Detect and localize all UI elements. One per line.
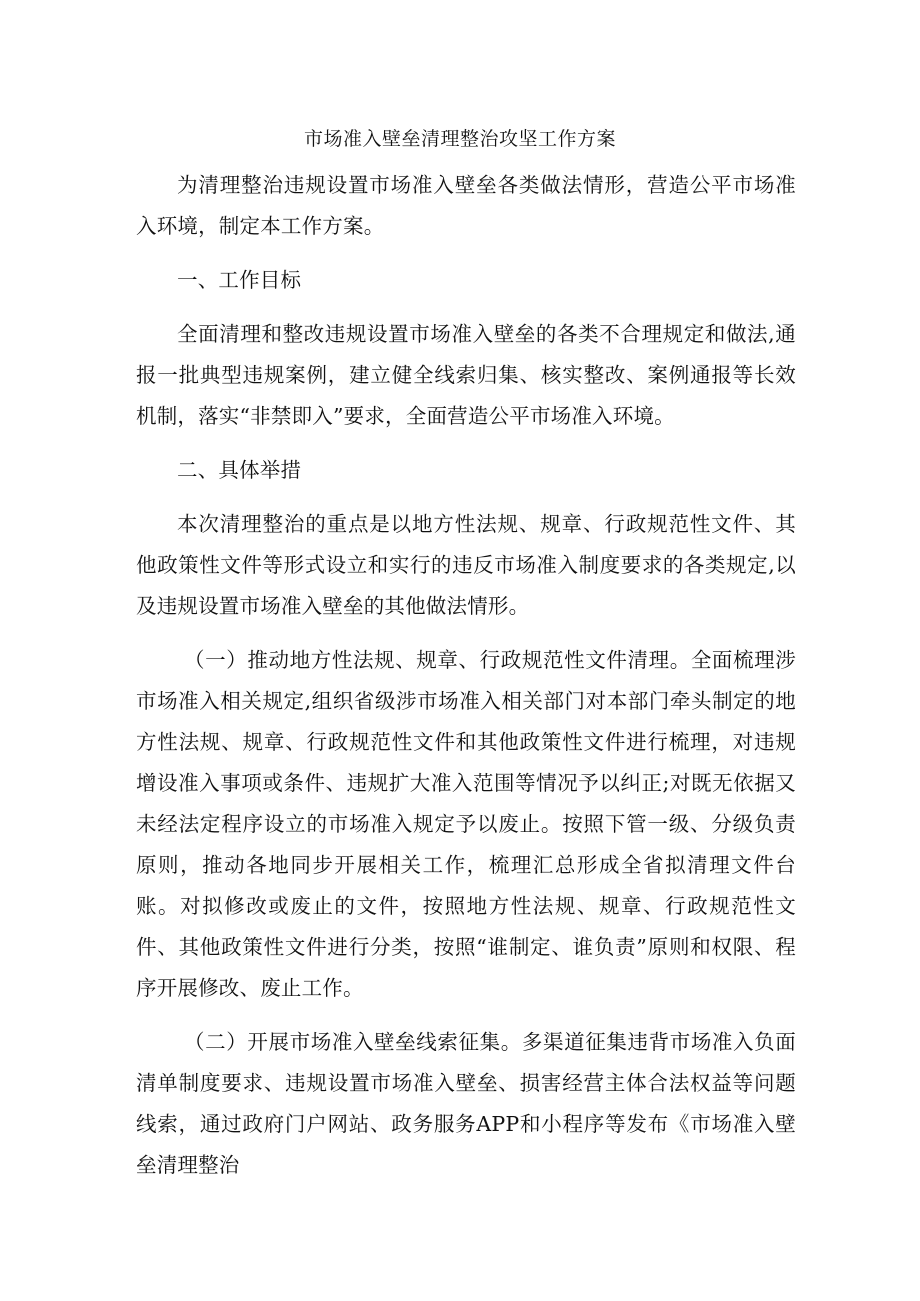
section-heading-goals: 一、工作目标	[177, 268, 302, 292]
intro-paragraph: 为清理整治违规设置市场准入壁垒各类做法情形，营造公平市场准入环境，制定本工作方案。	[136, 173, 796, 238]
section-heading-measures: 二、具体举措	[177, 458, 302, 482]
document-body	[136, 165, 796, 1186]
measures-paragraph: 本次清理整治的重点是以地方性法规、规章、行政规范性文件、其他政策性文件等形式设立和实行的违反市场准入制度要求的各类规定,以及违规设置市场准入壁垒的其他做法情形。	[136, 512, 796, 618]
document-title: 市场准入壁垒清理整治攻坚工作方案	[303, 128, 616, 150]
measure-two-paragraph: （二）开展市场准入壁垒线索征集。多渠道征集违背市场准入负面清单制度要求、违规设置市场准入壁垒、损害经营主体合法权益等问题线索，通过政府门户网站、政务服务APP和小程序等发布《市场准入壁垒清理整治	[136, 1030, 796, 1177]
measure-one-paragraph: （一）推动地方性法规、规章、行政规范性文件清理。全面梳理涉市场准入相关规定,组织省级涉市场准入相关部门对本部门牵头制定的地方性法规、规章、行政规范性文件和其他政策性文件进行梳理，对违规增设准入事项或条件、违规扩大准入范围等情况予以纠正;对既无依据又未经法定程序设立的市场准入规定予以废止。按照下管一级、分级负责原则，推动各地同步开展相关工作，梳理汇总形成全省拟清理文件台账。对拟修改或废止的文件，按照地方性法规、规章、行政规范性文件、其他政策性文件进行分类，按照“谁制定、谁负责”原则和权限、程序开展修改、废止工作。	[136, 648, 796, 1000]
goals-paragraph: 全面清理和整改违规设置市场准入壁垒的各类不合理规定和做法,通报一批典型违规案例，建立健全线索归集、核实整改、案例通报等长效机制，落实“非禁即入”要求，全面营造公平市场准入环境。	[136, 322, 796, 428]
